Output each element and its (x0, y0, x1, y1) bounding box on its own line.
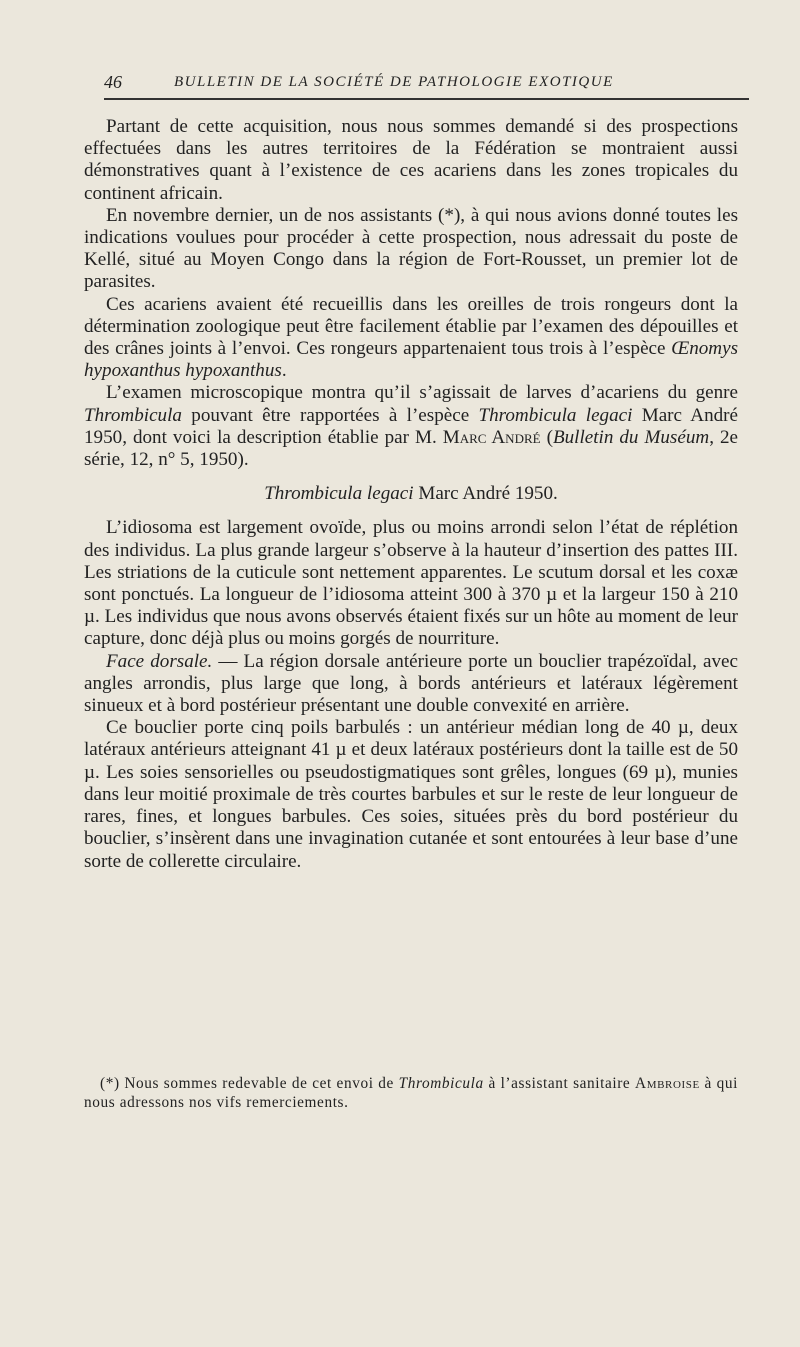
footnote (84, 1074, 738, 1112)
text: — La région dorsale antérieure porte un bouclier trapézoïdal, avec angles arrondis, plus large que long, à bords antérieurs et latéraux légèrement sinueux et à bord postérieur présentant une double convexité en arrière. (84, 650, 738, 717)
species-name: Œnomys hypoxanthus hypoxanthus (84, 338, 738, 382)
journal-name: Bulletin du Muséum (552, 426, 710, 448)
text: Ces acariens avaient été recueillis dans les oreilles de trois rongeurs dont la détermination zoologique peut être facilement établie par l’examen des dépouilles et des crânes joints à l’envoi. Ces rongeurs appartenaient tous trois à l’espèce (84, 293, 738, 360)
text: . (281, 360, 287, 382)
article-body (84, 116, 738, 873)
author-name: Marc André (442, 426, 541, 448)
page-number: 46 (104, 72, 122, 92)
text: ( (540, 426, 553, 448)
paragraph (84, 382, 738, 471)
species-heading-name: Thrombicula legaci (264, 483, 414, 505)
running-title: BULLETIN DE LA SOCIÉTÉ DE PATHOLOGIE EXOTIQUE (174, 74, 614, 90)
text: à qui nous adressons nos vifs remerciements. (84, 1075, 738, 1111)
person-name: Ambroise (635, 1075, 700, 1092)
species-heading-author: Marc André 1950. (413, 483, 558, 505)
species-name: Thrombicula legaci (478, 404, 633, 426)
text: L’examen microscopique montra qu’il s’agissait de larves d’acariens du genre (106, 382, 738, 404)
paragraph: Partant de cette acquisition, nous nous sommes demandé si des prospections effectuées dans les autres territoires de la Fédération se montraient aussi démonstratives quant à l’existence de ces acariens dans les zones tropicales du continent africain. (84, 116, 738, 204)
text: , 2e série, 12, n° 5, 1950). (84, 426, 738, 471)
paragraph: Ce bouclier porte cinq poils barbulés : un antérieur médian long de 40 µ, deux latéraux antérieurs atteignant 41 µ et deux latéraux postérieurs dont la taille est de 50 µ. Les soies sensorielles ou pseudostigmatiques sont grêles, longues (69 µ), munies dans leur moitié proximale de très courtes barbules et sur le reste de leur longueur de rares, fines, et longues barbules. Ces soies, situées près du bord postérieur du bouclier, s’insèrent dans une invagination cutanée et sont entourées à leur base d’une sorte de collerette circulaire. (84, 717, 738, 872)
genus-name: Thrombicula (84, 404, 182, 426)
paragraph: En novembre dernier, un de nos assistants (*), à qui nous avions donné toutes les indications voulues pour procéder à cette prospection, nous adressait du poste de Kellé, situé au Moyen Congo dans la région de Fort-Rousset, un premier lot de parasites. (84, 204, 738, 293)
text: (*) Nous sommes redevable de cet envoi de (100, 1075, 399, 1092)
paragraph: L’idiosoma est largement ovoïde, plus ou moins arrondi selon l’état de réplétion des individus. La plus grande largeur s’observe à la hauteur d’insertion des pattes III. Les striations de la cuticule sont nettement apparentes. Le scutum dorsal et les coxæ sont ponctués. La longueur de l’idiosoma atteint 300 à 370 µ et la largeur 150 à 210 µ. Les individus que nous avons observés étaient fixés sur un hôte au moment de leur capture, donc déjà plus ou moins gorgés de nourriture. (84, 517, 738, 650)
footnote-text (84, 1074, 738, 1112)
section-label: Face dorsale. (106, 650, 213, 672)
header-rule (104, 98, 749, 100)
species-heading (84, 483, 738, 505)
text: à l’assistant sanitaire (483, 1075, 636, 1092)
paragraph (84, 651, 738, 718)
text: pouvant être rapportées à l’espèce (181, 404, 479, 426)
genus-name: Thrombicula (398, 1075, 484, 1092)
text: Marc André 1950, dont voici la description établie par M. (84, 404, 738, 448)
page-header (104, 66, 749, 102)
paragraph (84, 294, 738, 383)
